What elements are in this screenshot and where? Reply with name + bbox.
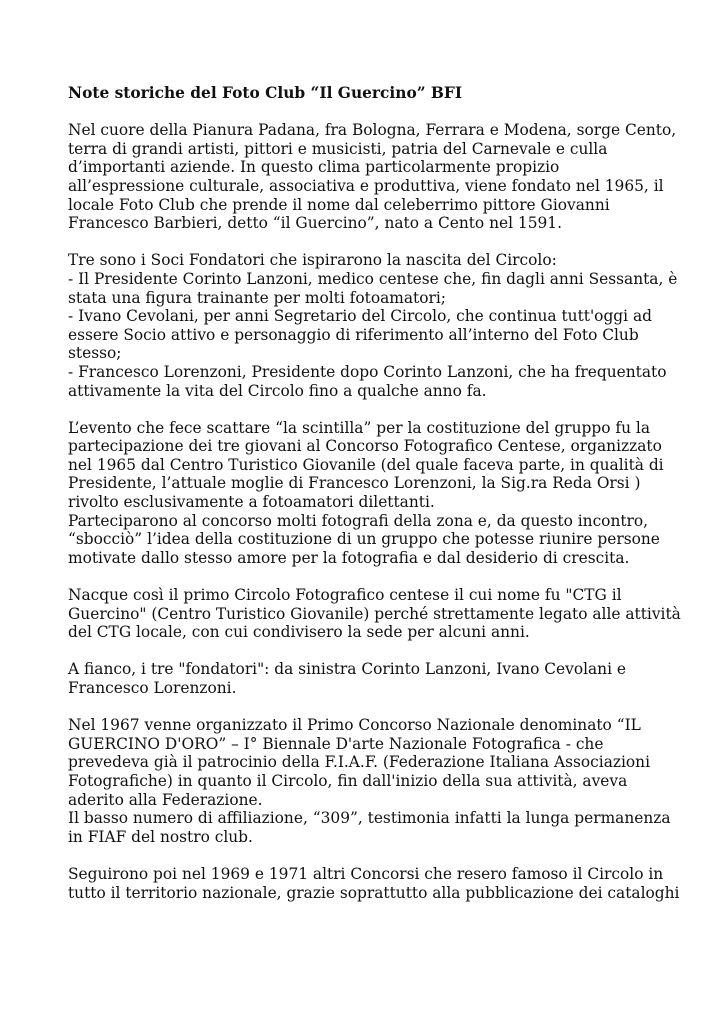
document-title: Note storiche del Foto Club “Il Guercino” BFI — [68, 84, 463, 102]
text-line: nel 1965 dal Centro Turistico Giovanile (del quale faceva parte, in qualità di — [68, 455, 664, 474]
text-line: Francesco Lorenzoni. — [68, 679, 237, 697]
text-line: - Il Presidente Corinto Lanzoni, medico centese che, fin dagli anni Sessanta, è — [68, 269, 678, 288]
paragraph-photo-caption — [68, 660, 668, 697]
paragraph-intro — [68, 121, 677, 233]
paragraph-1967-contest — [68, 716, 671, 846]
paragraph-first-club — [68, 586, 681, 642]
text-line: essere Socio attivo e personaggio di riferimento all’interno del Foto Club — [68, 325, 639, 344]
text-line: partecipazione dei tre giovani al Concorso Fotografico Centese, organizzato — [68, 437, 662, 456]
text-line: Nel cuore della Pianura Padana, fra Bologna, Ferrara e Modena, sorge Cento, — [68, 121, 677, 140]
text-line: Fotografiche) in quanto il Circolo, fin dall'inizio della sua attività, aveva — [68, 771, 628, 790]
text-line: A fianco, i tre "fondatori": da sinistra Corinto Lanzoni, Ivano Cevolani e — [68, 660, 627, 679]
text-line: Parteciparono al concorso molti fotografi della zona e, da questo incontro, — [68, 511, 649, 530]
paragraph-event — [68, 419, 668, 568]
text-line: all’espressione culturale, associativa e produttiva, viene fondato nel 1965, il — [68, 176, 664, 195]
text-line: tutto il territorio nazionale, grazie soprattutto alla pubblicazione dei cataloghi — [68, 883, 680, 902]
text-line: stesso; — [68, 344, 122, 363]
text-line: del CTG locale, con cui condivisero la sede per alcuni anni. — [68, 623, 530, 642]
text-line: Seguirono poi nel 1969 e 1971 altri Concorsi che resero famoso il Circolo in — [68, 864, 664, 883]
text-line: Francesco Barbieri, detto “il Guercino”, nato a Cento nel 1591. — [68, 214, 562, 233]
text-line: rivolto esclusivamente a fotoamatori dilettanti. — [68, 493, 435, 512]
paragraph-later-contests — [68, 864, 680, 902]
text-line: locale Foto Club che prende il nome dal celeberrimo pittore Giovanni — [68, 195, 610, 214]
text-line: - Francesco Lorenzoni, Presidente dopo Corinto Lanzoni, che ha frequentato — [68, 362, 667, 381]
text-line: attivamente la vita del Circolo fino a qualche anno fa. — [68, 381, 487, 400]
document-page — [68, 84, 681, 921]
text-line: GUERCINO D'ORO” – I° Biennale D'arte Nazionale Fotografica - che — [68, 734, 604, 753]
text-line: in FIAF del nostro club. — [68, 827, 253, 846]
text-line: L’evento che fece scattare “la scintilla” per la costituzione del gruppo fu la — [68, 418, 650, 437]
text-line: aderito alla Federazione. — [68, 790, 263, 809]
text-line: Nel 1967 venne organizzato il Primo Concorso Nazionale denominato “IL — [68, 716, 641, 735]
text-line: - Ivano Cevolani, per anni Segretario del Circolo, che continua tutt'oggi ad — [68, 307, 652, 326]
text-line: Tre sono i Soci Fondatori che ispirarono la nascita del Circolo: — [68, 251, 557, 270]
text-line: stata una figura trainante per molti fotoamatori; — [68, 288, 446, 307]
text-line: Nacque così il primo Circolo Fotografico centese il cui nome fu "CTG il — [68, 586, 622, 605]
text-line: “sbocciò” l’idea della costituzione di un gruppo che potesse riunire persone — [68, 530, 660, 549]
text-line: Presidente, l’attuale moglie di Francesco Lorenzoni, la Sig.ra Reda Orsi ) — [68, 474, 641, 493]
text-line: d’importanti aziende. In questo clima particolarmente propizio — [68, 158, 560, 177]
paragraph-founders — [68, 251, 678, 400]
text-line: Guercino" (Centro Turistico Giovanile) perché strettamente legato alle attività — [68, 604, 681, 623]
text-line: Il basso numero di affiliazione, “309”, testimonia infatti la lunga permanenza — [68, 809, 671, 828]
text-line: terra di grandi artisti, pittori e musicisti, patria del Carnevale e culla — [68, 139, 608, 158]
text-line: prevedeva già il patrocinio della F.I.A.F. (Federazione Italiana Associazioni — [68, 753, 651, 772]
text-line: motivate dallo stesso amore per la fotografia e dal desiderio di crescita. — [68, 548, 630, 567]
